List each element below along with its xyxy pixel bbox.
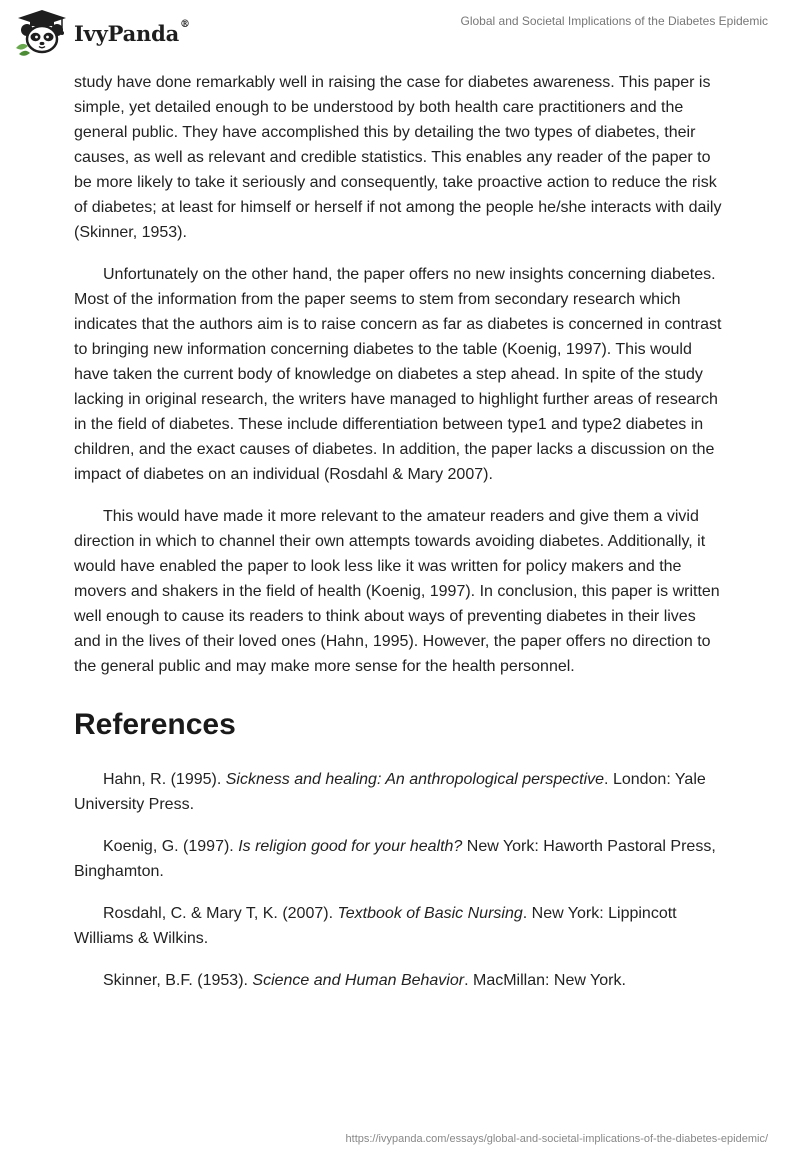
page-header: [0, 0, 800, 70]
body-paragraph: Unfortunately on the other hand, the paper offers no new insights concerning diabetes. Most of the information from the paper seems to stem from secondary research which indicates that the authors aim is to raise concern as far as diabetes is concerned in contrast to bringing new information concerning diabetes to the table (Koenig, 1997). This would have taken the current body of knowledge on diabetes a step ahead. In spite of the study lacking in original research, the writers have managed to highlight further areas of research in the field of diabetes. These include differentiation between type1 and type2 diabetes in children, and the exact causes of diabetes. In addition, the paper lacks a discussion on the impact of diabetes on an individual (Rosdahl & Mary 2007).: [74, 266, 722, 483]
body-paragraph: study have done remarkably well in raising the case for diabetes awareness. This paper is simple, yet detailed enough to be understood by both health care practitioners and the general public. They have accomplished this by detailing the two types of diabetes, their causes, as well as relevant and credible statistics. This enables any reader of the paper to be more likely to take it seriously and consequently, take proactive action to reduce the risk of diabetes; at least for himself or herself if not among the people he/she interacts with daily (Skinner, 1953).: [74, 74, 722, 241]
source-url[interactable]: https://ivypanda.com/essays/global-and-societal-implications-of-the-diabetes-epidemic/: [345, 1133, 768, 1145]
reference-item: Hahn, R. (1995). Sickness and healing: An anthropological perspective. London: Yale University Press.: [74, 771, 706, 813]
reference-item: Skinner, B.F. (1953). Science and Human Behavior. MacMillan: New York.: [103, 972, 626, 989]
document-title: Global and Societal Implications of the Diabetes Epidemic: [460, 14, 768, 28]
panda-graduate-icon: [14, 8, 70, 56]
ivypanda-logo[interactable]: [14, 8, 190, 56]
references-heading: References: [74, 708, 236, 741]
reference-item: Koenig, G. (1997). Is religion good for your health? New York: Haworth Pastoral Press, Binghamton.: [74, 838, 716, 880]
body-paragraph: This would have made it more relevant to the amateur readers and give them a vivid direction in which to channel their own attempts towards avoiding diabetes. Additionally, it would have enabled the paper to look less like it was written for policy makers and the movers and shakers in the field of health (Koenig, 1997). In conclusion, this paper is written well enough to cause its readers to think about ways of preventing diabetes in their lives and in the lives of their loved ones (Hahn, 1995). However, the paper offers no direction to the general public and may make more sense for the health personnel.: [74, 508, 720, 675]
essay-content: [74, 70, 726, 1010]
logo-text: IvyPanda®: [74, 18, 190, 46]
reference-item: Rosdahl, C. & Mary T, K. (2007). Textbook of Basic Nursing. New York: Lippincott Williams & Wilkins.: [74, 905, 677, 947]
